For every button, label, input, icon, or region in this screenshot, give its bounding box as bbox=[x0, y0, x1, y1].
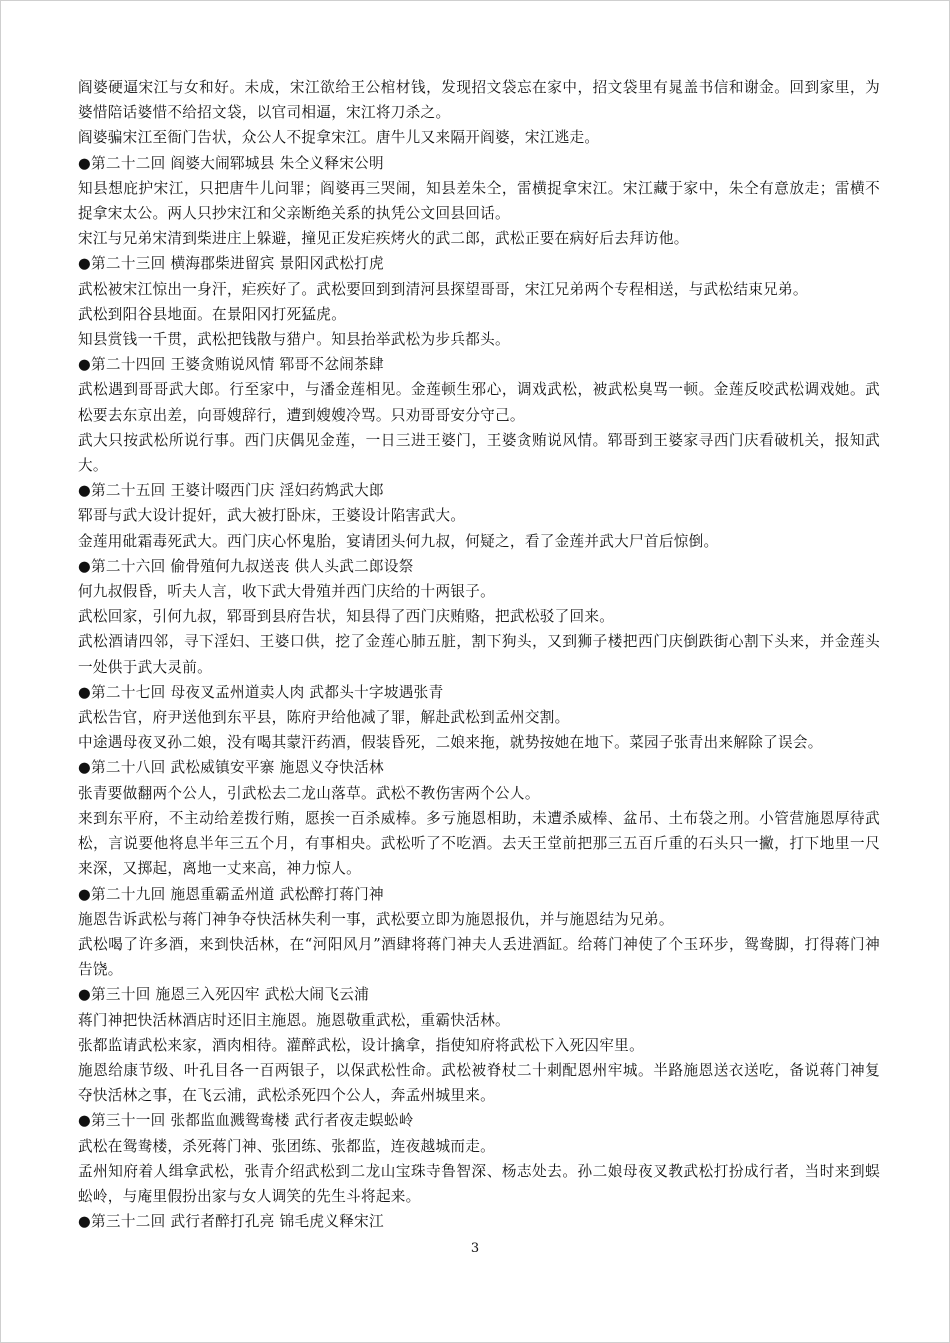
body-paragraph: 武松遇到哥哥武大郎。行至家中，与潘金莲相见。金莲顿生邪心，调戏武松，被武松臭骂一顿。金莲反咬武松调戏她。武松要去东京出差，向哥嫂辞行，遭到嫂嫂冷骂。只劝哥哥安分守己。 bbox=[78, 381, 880, 424]
body-paragraph: 张青要做翻两个公人，引武松去二龙山落草。武松不教伤害两个公人。 bbox=[78, 784, 540, 802]
chapter-heading: ●第二十五回 王婆计啜西门庆 淫妇药鸩武大郎 bbox=[78, 482, 384, 500]
page-number: 3 bbox=[470, 1241, 480, 1256]
chapter-heading: ●第二十四回 王婆贪贿说风情 郓哥不忿闹茶肆 bbox=[78, 356, 384, 374]
body-paragraph: 武松喝了许多酒，来到快活林，在“河阳风月”酒肆将蒋门神夫人丢进酒缸。给蒋门神使了个玉环步，鸳鸯脚，打得蒋门神告饶。 bbox=[78, 935, 880, 979]
body-paragraph: 武松被宋江惊出一身汗，疟疾好了。武松要回到到清河县探望哥哥，宋江兄弟两个专程相送，与武松结束兄弟。 bbox=[78, 280, 808, 298]
body-paragraph: 金莲用砒霜毒死武大。西门庆心怀鬼胎，宴请团头何九叔，何疑之，看了金莲并武大尸首后惊倒。 bbox=[78, 532, 719, 550]
body-paragraph: 武大只按武松所说行事。西门庆偶见金莲，一日三进王婆门，王婆贪贿说风情。郓哥到王婆家寻西门庆看破机关，报知武大。 bbox=[78, 431, 880, 475]
chapter-heading: ●第三十一回 张都监血溅鸳鸯楼 武行者夜走蜈蚣岭 bbox=[78, 1112, 414, 1130]
body-paragraph: 张都监请武松来家，酒肉相待。灌醉武松，设计擒拿，指使知府将武松下入死囚牢里。 bbox=[78, 1036, 644, 1054]
body-paragraph: 武松在鸳鸯楼，杀死蒋门神、张团练、张都监，连夜越城而走。 bbox=[78, 1137, 496, 1155]
chapter-heading: ●第三十二回 武行者醉打孔亮 锦毛虎义释宋江 bbox=[78, 1213, 384, 1231]
chapter-heading: ●第二十八回 武松威镇安平寨 施恩义夺快活林 bbox=[78, 759, 384, 777]
chapter-heading: ●第三十回 施恩三入死囚牢 武松大闹飞云浦 bbox=[78, 986, 370, 1004]
body-paragraph: 阎婆硬逼宋江与女和好。未成，宋江欲给王公棺材钱，发现招文袋忘在家中，招文袋里有晁盖书信和谢金。回到家里，为婆惜陪话婆惜不给招文袋，以官司相逼，宋江将刀杀之。 bbox=[78, 79, 880, 122]
body-paragraph: 宋江与兄弟宋清到柴进庄上躲避，撞见正发疟疾烤火的武二郎，武松正要在病好后去拜访他。 bbox=[78, 230, 689, 248]
body-paragraph: 阎婆骗宋江至衙门告状，众公人不捉拿宋江。唐牛儿又来隔开阎婆，宋江逃走。 bbox=[78, 129, 600, 147]
body-paragraph: 施恩给康节级、叶孔目各一百两银子，以保武松性命。武松被脊杖二十刺配恩州牢城。半路施恩送衣送吃，备说蒋门神复夺快活林之事，在飞云浦，武松杀死四个公人，奔孟州城里来。 bbox=[78, 1061, 880, 1105]
body-paragraph: 武松告官，府尹送他到东平县，陈府尹给他减了罪，解赴武松到孟州交割。 bbox=[78, 709, 570, 727]
body-paragraph: 武松回家，引何九叔，郓哥到县府告状，知县得了西门庆贿赂，把武松驳了回来。 bbox=[78, 608, 615, 626]
body-paragraph: 武松到阳谷县地面。在景阳冈打死猛虎。 bbox=[78, 305, 347, 323]
chapter-heading: ●第二十二回 阎婆大闹郓城县 朱仝义释宋公明 bbox=[78, 154, 384, 172]
chapter-heading: ●第二十六回 偷骨殖何九叔送丧 供人头武二郎设祭 bbox=[78, 557, 414, 575]
chapter-heading: ●第二十三回 横海郡柴进留宾 景阳冈武松打虎 bbox=[78, 255, 384, 273]
chapter-heading: ●第二十七回 母夜叉孟州道卖人肉 武都头十字坡遇张青 bbox=[78, 683, 444, 701]
body-paragraph: 蒋门神把快活林酒店时还旧主施恩。施恩敬重武松，重霸快活林。 bbox=[78, 1011, 510, 1029]
chapter-heading: ●第二十九回 施恩重霸孟州道 武松醉打蒋门神 bbox=[78, 885, 384, 903]
body-paragraph: 何九叔假昏，听夫人言，收下武大骨殖并西门庆给的十两银子。 bbox=[78, 583, 496, 601]
body-paragraph: 知县赏钱一千贯，武松把钱散与猎户。知县抬举武松为步兵都头。 bbox=[78, 331, 510, 349]
body-paragraph: 来到东平府，不主动给差拨行贿，愿挨一百杀威棒。多亏施恩相助，未遭杀威棒、盆吊、土布袋之刑。小管营施恩厚待武松，言说要他将息半年三五个月，有事相央。武松听了不吃酒。去天王堂前把那三五百斤重的石头只一撇，打下地里一尺来深，又掷起，离地一丈来高，神力惊人。 bbox=[78, 809, 880, 878]
body-paragraph: 中途遇母夜叉孙二娘，没有喝其蒙汗药酒，假装昏死，二娘来拖，就势按她在地下。菜园子张青出来解除了误会。 bbox=[78, 734, 823, 752]
body-paragraph: 知县想庇护宋江，只把唐牛儿问罪；阎婆再三哭闹，知县差朱仝，雷横捉拿宋江。宋江藏于家中，朱仝有意放走；雷横不捉拿宋太公。两人只抄宋江和父亲断绝关系的执凭公文回县回话。 bbox=[78, 179, 880, 223]
document-body bbox=[78, 75, 880, 1234]
body-paragraph: 郓哥与武大设计捉奸，武大被打卧床，王婆设计陷害武大。 bbox=[78, 507, 466, 525]
body-paragraph: 武松酒请四邻，寻下淫妇、王婆口供，挖了金莲心肺五脏，割下狗头，又到狮子楼把西门庆倒跌街心割下头来，并金莲头一处供于武大灵前。 bbox=[78, 633, 880, 676]
body-paragraph: 施恩告诉武松与蒋门神争夺快活林失利一事，武松要立即为施恩报仇，并与施恩结为兄弟。 bbox=[78, 910, 674, 928]
body-paragraph: 孟州知府着人缉拿武松，张青介绍武松到二龙山宝珠寺鲁智深、杨志处去。孙二娘母夜叉教武松打扮成行者，当时来到蜈蚣岭，与庵里假扮出家与女人调笑的先生斗将起来。 bbox=[78, 1162, 880, 1205]
